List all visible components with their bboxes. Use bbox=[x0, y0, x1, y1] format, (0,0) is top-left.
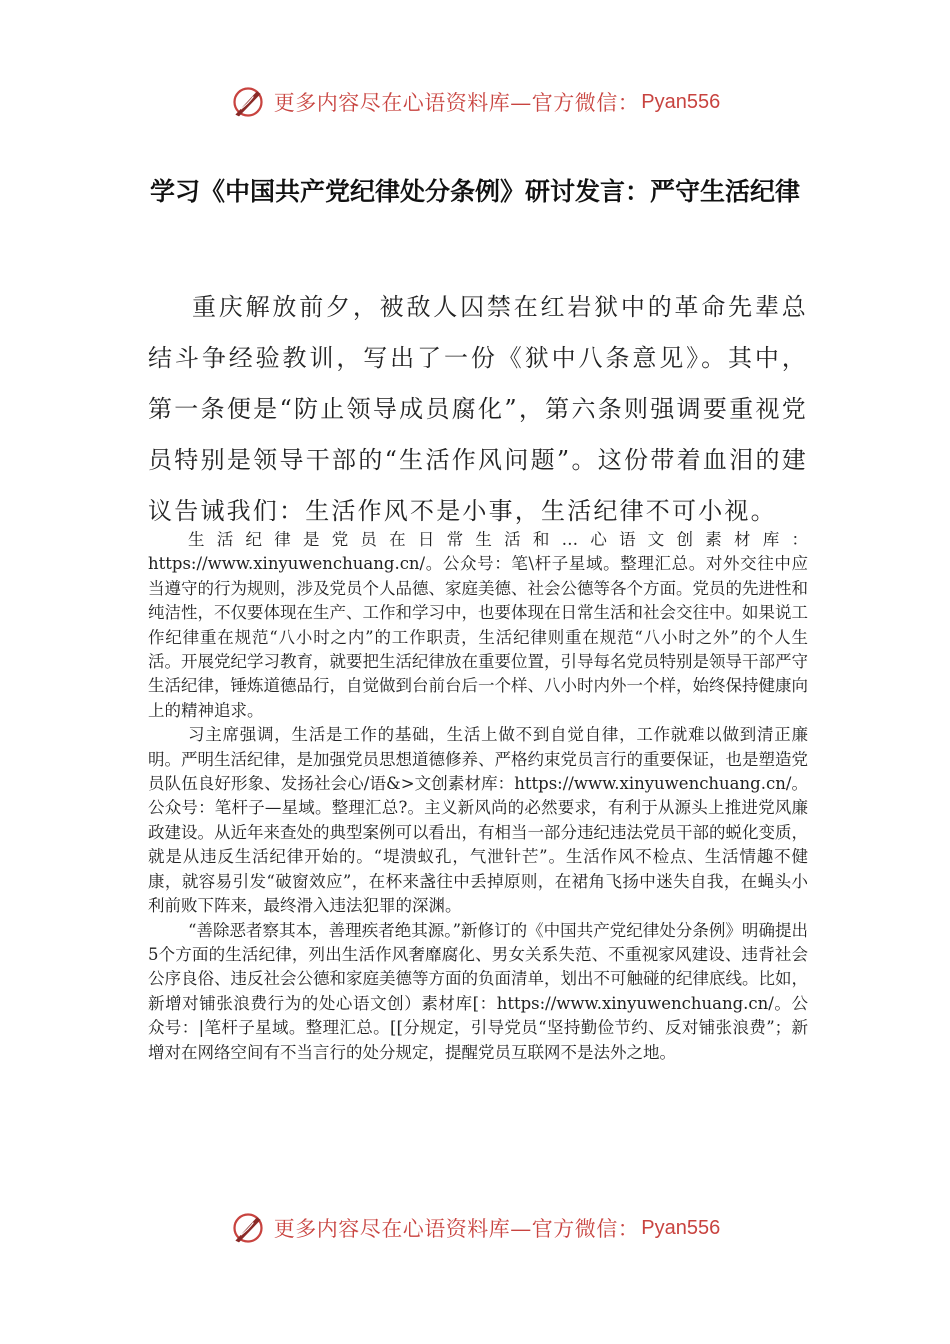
banner-text: 更多内容尽在心语资料库—官方微信： bbox=[273, 91, 640, 115]
paragraph: 生活纪律是党员在日常生活和…心语文创素材库：https://www.xinyuwenchuang.cn/。公众号：笔\杆子星域。整理汇总。对外交往中应当遵守的行为规则，涉及党员个人品德、家庭美德、社会公德等各个方面。党员的先进性和纯洁性，不仅要体现在生产、工作和学习中，也要体现在日常生活和社会交往中。如果说工作纪律重在规范“八小时之内”的工作职责，生活纪律则重在规范“八小时之外”的个人生活。开展党纪学习教育，就要把生活纪律放在重要位置，引导每名党员特别是领导干部严守生活纪律，锤炼道德品行，自觉做到台前台后一个样、八小时内外一个样，始终保持健康向上的精神追求。 bbox=[148, 530, 808, 720]
pen-logo-icon bbox=[230, 1210, 266, 1246]
document-title: 学习《中国共产党纪律处分条例》研讨发言：严守生活纪律 bbox=[149, 177, 800, 206]
banner-text: 更多内容尽在心语资料库—官方微信： bbox=[273, 1217, 640, 1241]
banner-wechat-id: Pyan556 bbox=[641, 1216, 721, 1239]
body-text bbox=[148, 528, 808, 1065]
paragraph: 习主席强调，生活是工作的基础，生活上做不到自觉自律，工作就难以做到清正廉明。严明生活纪律，是加强党员思想道德修养、严格约束党员言行的重要保证，也是塑造党员队伍良好形象、发扬社会心/语&>文创素材库：https://www.xinyuwenchuang.cn/。公众号：笔杆子—星域。整理汇总?。主义新风尚的必然要求，有利于从源头上推进党风廉政建设。从近年来查处的典型案例可以看出，有相当一部分违纪违法党员干部的蜕化变质，就是从违反生活纪律开始的。“堤溃蚁孔，气泄针芒”。生活作风不检点、生活情趣不健康，就容易引发“破窗效应”，在杯来盏往中丢掉原则，在裙角飞扬中迷失自我，在蝇头小利前败下阵来，最终滑入违法犯罪的深渊。 bbox=[148, 725, 808, 916]
pen-logo-icon bbox=[230, 84, 266, 120]
paragraph: “善除恶者察其本，善理疾者绝其源。”新修订的《中国共产党纪律处分条例》明确提出5个方面的生活纪律，列出生活作风奢靡腐化、男女关系失范、不重视家风建设、违背社会公序良俗、违反社会公德和家庭美德等方面的负面清单，划出不可触碰的纪律底线。比如，新增对铺张浪费行为的处心语文创）素材库[：https://www.xinyuwenchuang.cn/。公众号：|笔杆子星域。整理汇总。[[分规定，引导党员“坚持勤俭节约、反对铺张浪费”；新增对在网络空间有不当言行的处分规定，提醒党员互联网不是法外之地。 bbox=[148, 920, 808, 1062]
lead-paragraph: 重庆解放前夕，被敌人囚禁在红岩狱中的革命先辈总结斗争经验教训，写出了一份《狱中八条意见》。其中，第一条便是“防止领导成员腐化”，第六条则强调要重视党员特别是领导干部的“生活作风问题”。这份带着血泪的建议告诫我们：生活作风不是小事，生活纪律不可小视。 bbox=[148, 293, 808, 525]
banner-wechat-id: Pyan556 bbox=[641, 90, 721, 113]
footer-banner bbox=[0, 1208, 950, 1248]
header-banner bbox=[0, 82, 950, 122]
